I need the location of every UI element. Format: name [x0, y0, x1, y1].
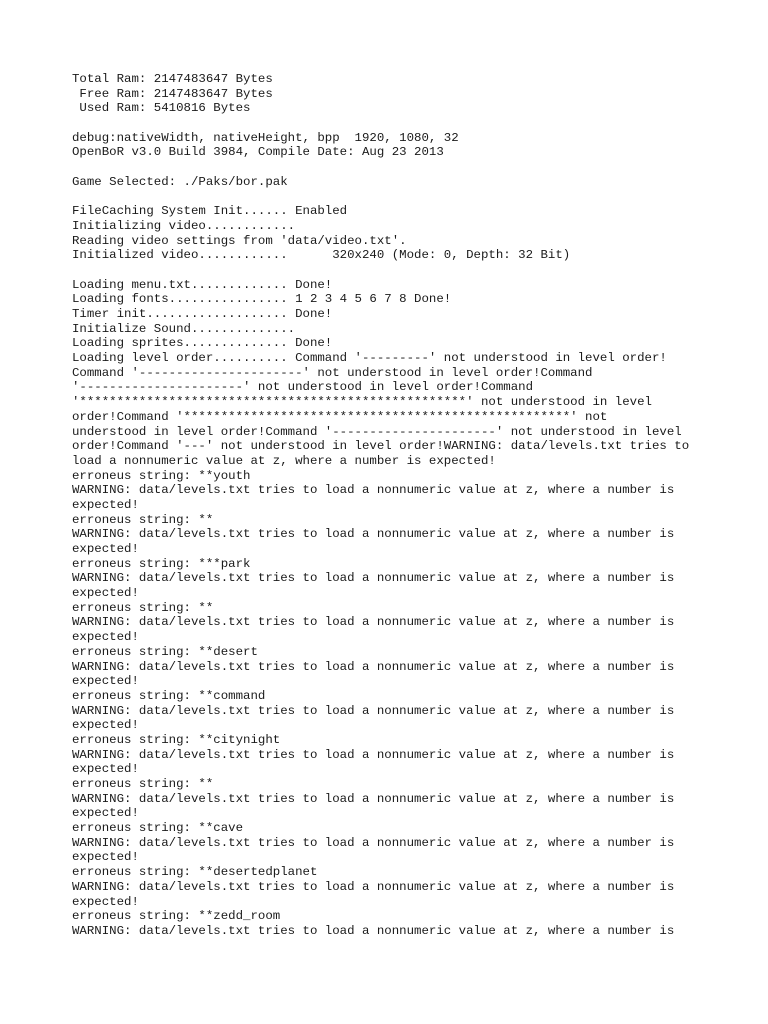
log-line [72, 190, 722, 205]
log-line: erroneus string: ** [72, 512, 214, 527]
log-line: Game Selected: ./Paks/bor.pak [72, 174, 288, 189]
log-line: erroneus string: **citynight [72, 732, 281, 747]
log-line: order!Command '****************************************************' not [72, 409, 608, 424]
log-line: Loading menu.txt............. Done! [72, 277, 333, 292]
log-line: erroneus string: **desert [72, 644, 258, 659]
log-line: '----------------------' not understood in level order!Command [72, 380, 534, 395]
log-line: expected! [72, 542, 139, 556]
log-line: erroneus string: ***park [72, 556, 251, 571]
log-line: expected! [72, 586, 139, 601]
log-line: erroneus string: **zedd_room [72, 909, 281, 924]
log-line: WARNING: data/levels.txt tries to load a nonnumeric value at z, where a number is [72, 835, 675, 850]
log-line: WARNING: data/levels.txt tries to load a nonnumeric value at z, where a number is [72, 791, 675, 806]
log-line: Reading video settings from 'data/video.txt'. [72, 233, 407, 248]
log-line: Free Ram: 2147483647 Bytes [72, 86, 273, 101]
log-line: Initialized video............ 320x240 (Mode: 0, Depth: 32 Bit) [72, 248, 571, 263]
log-line: WARNING: data/levels.txt tries to load a nonnumeric value at z, where a number is [72, 923, 675, 938]
log-line: expected! [72, 762, 139, 777]
log-line [72, 263, 722, 278]
log-line: WARNING: data/levels.txt tries to load a nonnumeric value at z, where a number is [72, 527, 675, 542]
log-line: erroneus string: ** [72, 600, 214, 615]
log-line: Used Ram: 5410816 Bytes [72, 101, 251, 116]
log-line: load a nonnumeric value at z, where a number is expected! [72, 453, 496, 468]
log-line: WARNING: data/levels.txt tries to load a nonnumeric value at z, where a number is [72, 879, 675, 894]
log-line: erroneus string: ** [72, 777, 214, 791]
log-line [72, 116, 722, 131]
log-line: order!Command '---' not understood in level order!WARNING: data/levels.txt tries to [72, 439, 690, 454]
log-line: Total Ram: 2147483647 Bytes [72, 72, 273, 86]
log-line: erroneus string: **command [72, 688, 266, 703]
log-line: expected! [72, 806, 139, 821]
log-line: debug:nativeWidth, nativeHeight, bpp 1920, 1080, 32 [72, 130, 459, 145]
log-line: OpenBoR v3.0 Build 3984, Compile Date: Aug 23 2013 [72, 145, 444, 160]
log-line: expected! [72, 674, 139, 689]
log-line: WARNING: data/levels.txt tries to load a nonnumeric value at z, where a number is [72, 659, 675, 674]
log-line: Command '----------------------' not understood in level order!Command [72, 365, 593, 380]
log-line: '****************************************************' not understood in level [72, 395, 652, 410]
log-line: erroneus string: **cave [72, 821, 244, 836]
log-line: Loading level order.......... Command '---------' not understood in level order! [72, 351, 667, 366]
log-line: erroneus string: **youth [72, 468, 251, 483]
log-line: understood in level order!Command '----------------------' not understood in level [72, 424, 682, 439]
log-line: erroneus string: **desertedplanet [72, 865, 318, 880]
log-line: WARNING: data/levels.txt tries to load a nonnumeric value at z, where a number is [72, 747, 675, 762]
log-document [72, 72, 722, 939]
log-line: Loading fonts................ 1 2 3 4 5 6 7 8 Done! [72, 292, 452, 307]
log-line: expected! [72, 630, 139, 645]
log-line: WARNING: data/levels.txt tries to load a nonnumeric value at z, where a number is [72, 615, 675, 630]
log-line: Loading sprites.............. Done! [72, 336, 333, 351]
log-line: FileCaching System Init...... Enabled [72, 204, 348, 219]
log-line: expected! [72, 894, 139, 909]
log-line: Initialize Sound.............. [72, 321, 296, 336]
log-line: WARNING: data/levels.txt tries to load a nonnumeric value at z, where a number is [72, 483, 675, 498]
log-line: expected! [72, 850, 139, 865]
log-line [72, 160, 722, 175]
log-line: WARNING: data/levels.txt tries to load a nonnumeric value at z, where a number is [72, 703, 675, 718]
log-line: expected! [72, 718, 139, 733]
log-line: Initializing video............ [72, 218, 296, 233]
log-line: WARNING: data/levels.txt tries to load a nonnumeric value at z, where a number is [72, 571, 675, 586]
log-line: Timer init................... Done! [72, 307, 333, 321]
log-line: expected! [72, 497, 139, 512]
